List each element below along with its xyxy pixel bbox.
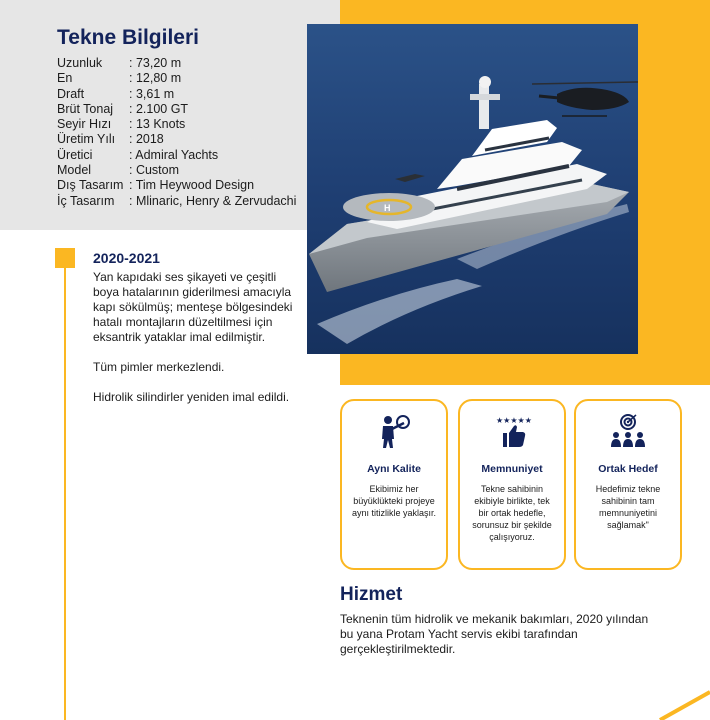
- spec-label: Model: [57, 163, 92, 178]
- spec-value: : 12,80 m: [129, 71, 182, 86]
- target-team-icon: [576, 413, 680, 449]
- spec-row: [57, 117, 296, 132]
- card-title: Aynı Kalite: [367, 463, 421, 475]
- spec-row: [57, 102, 296, 117]
- spec-row: [57, 178, 296, 193]
- card-title: Memnuniyet: [481, 463, 543, 475]
- helicopter-tail: [539, 96, 559, 98]
- yacht-mast: [479, 84, 489, 129]
- spec-value: : Custom: [129, 163, 180, 178]
- timeline-text: [93, 270, 298, 420]
- svg-text:★★★★★: ★★★★★: [496, 416, 532, 425]
- card-satisfaction: [458, 399, 566, 570]
- spec-label: Uzunluk: [57, 56, 103, 70]
- spec-row: [57, 87, 296, 102]
- spec-label: İç Tasarım: [57, 193, 115, 208]
- card-text: Tekne sahibinin ekibiyle birlikte, tek bir ortak hedefle, sorunsuz bir şekilde çalışıyoruz.: [472, 484, 552, 542]
- spec-value: : 73,20 m: [129, 56, 182, 70]
- spec-label: Brüt Tonaj: [57, 101, 114, 116]
- thumbs-up-stars-icon: [460, 413, 564, 449]
- spec-table: [57, 56, 296, 209]
- spec-row: [57, 194, 296, 209]
- yacht-photo: [307, 24, 638, 354]
- spec-row: [57, 56, 296, 71]
- service-title: Hizmet: [340, 584, 403, 605]
- spec-label: En: [57, 71, 73, 86]
- spec-value: : Admiral Yachts: [129, 147, 219, 162]
- timeline-line: [64, 255, 66, 720]
- timeline-paragraph: Hidrolik silindirler yeniden imal edildi.: [93, 390, 290, 404]
- spec-row: [57, 132, 296, 147]
- timeline-paragraph: Tüm pimler merkezlendi.: [93, 360, 225, 374]
- card-common-goal: [574, 399, 682, 570]
- card-text: Ekibimiz her büyüklükteki projeye aynı titizlikle yaklaşır.: [351, 484, 437, 518]
- spec-label: Üretici: [57, 147, 93, 162]
- yacht-mast: [470, 94, 500, 100]
- radar-dome: [479, 76, 491, 88]
- boat-info-title: Tekne Bilgileri: [57, 26, 199, 49]
- spec-value: : 2.100 GT: [129, 101, 189, 116]
- service-text: Teknenin tüm hidrolik ve mekanik bakımları, 2020 yılından bu yana Protam Yacht servis ekibi tarafından gerçekleştirilmektedir.: [340, 612, 649, 656]
- helipad-letter: H: [384, 203, 391, 213]
- spec-label: Dış Tasarım: [57, 178, 124, 193]
- spec-row: [57, 148, 296, 163]
- card-text: Hedefimiz tekne sahibinin tam memnuniyetini sağlamak": [595, 484, 661, 530]
- card-same-quality: [340, 399, 448, 570]
- spec-value: : 3,61 m: [129, 86, 175, 101]
- spec-label: Üretim Yılı: [57, 132, 116, 147]
- spec-label: Seyir Hızı: [57, 117, 112, 132]
- spec-value: : Mlinaric, Henry & Zervudachi: [129, 193, 297, 208]
- corner-accent: [640, 690, 710, 720]
- spec-value: : 13 Knots: [129, 117, 186, 132]
- spec-row: [57, 163, 296, 178]
- timeline-paragraph: Yan kapıdaki ses şikayeti ve çeşitli boya hatalarının giderilmesi amacıyla kapı sökülmüş; menteşe bölgesindeki hatalı montajların düzeltilmesi için eksantrik yataklar imal edilmiştir.: [93, 270, 293, 344]
- timeline-year: 2020-2021: [93, 250, 160, 266]
- spec-row: [57, 71, 296, 86]
- card-title: Ortak Hedef: [598, 463, 658, 475]
- yacht-illustration: [307, 24, 638, 354]
- spec-value: : Tim Heywood Design: [129, 178, 255, 193]
- spec-value: : 2018: [129, 132, 164, 147]
- timeline-marker: [55, 248, 75, 268]
- spec-label: Draft: [57, 86, 85, 101]
- telescope-person-icon: [342, 413, 446, 449]
